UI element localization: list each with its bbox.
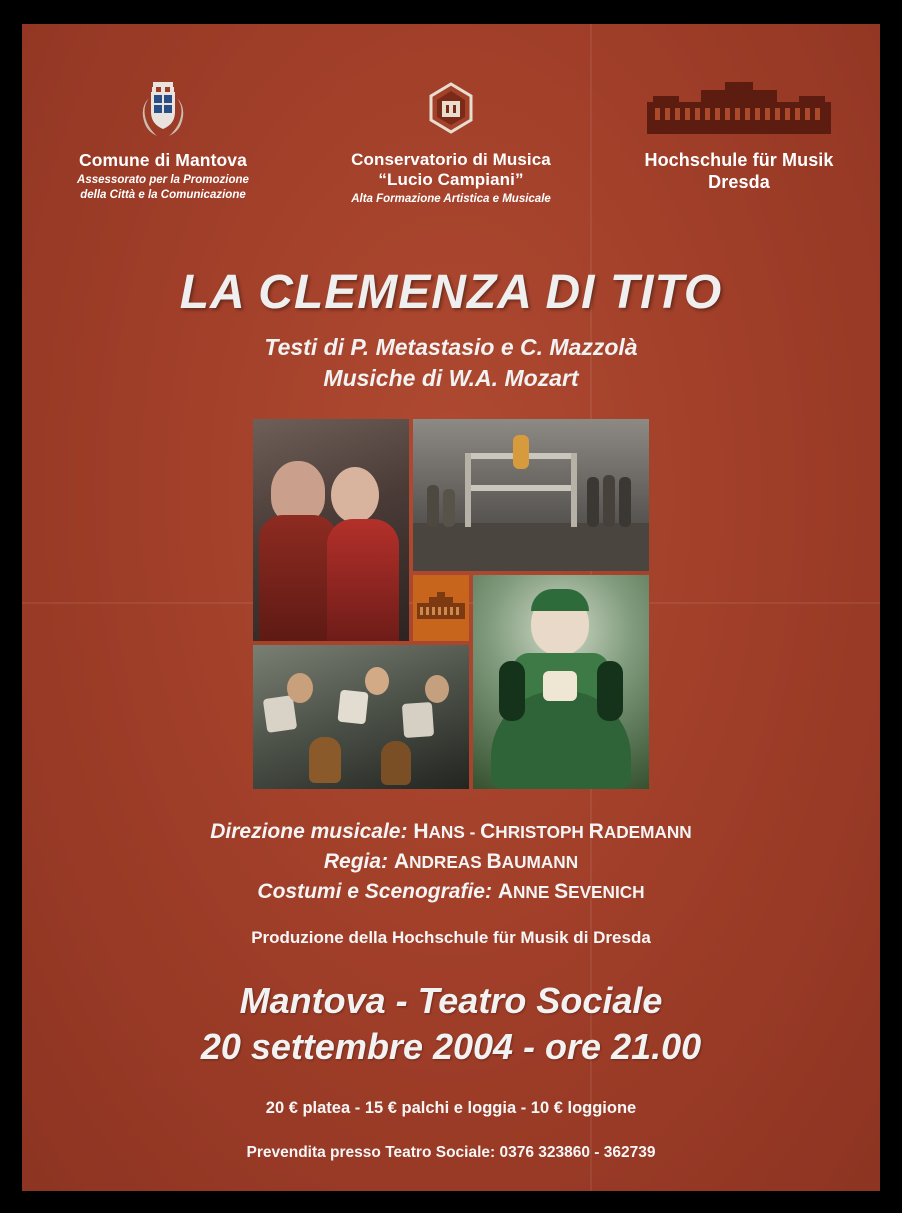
venue-block [22, 978, 880, 1069]
sponsor-conservatorio-lucio-campiani [326, 70, 576, 207]
credit-name: HANS - CHRISTOPH RADEMANN [413, 819, 692, 843]
credit-role: Costumi e Scenografie: [257, 879, 492, 903]
sponsor-comune-di-mantova [38, 70, 288, 203]
credit-role: Direzione musicale: [210, 819, 408, 843]
credit-name: ANNE SEVENICH [497, 879, 645, 903]
sponsor-title-line1: Conservatorio di Musica [351, 150, 551, 169]
credit-line [22, 847, 880, 877]
sponsor-row [22, 24, 880, 207]
sponsor-subtitle-line2: della Città e la Comunicazione [80, 189, 246, 202]
title-block [22, 265, 880, 393]
hochschule-building-icon [639, 70, 839, 142]
credit-name: ANDREAS BAUMANN [393, 849, 579, 873]
mantova-coat-of-arms-icon [125, 70, 201, 142]
venue-date-time: 20 settembre 2004 - ore 21.00 [200, 1025, 702, 1067]
photo-theatre-building-tile [413, 575, 469, 641]
photo-green-costume-figure [473, 575, 649, 789]
music-credit: Musiche di W.A. Mozart [323, 364, 579, 391]
photo-orchestra-pit [253, 645, 469, 789]
sponsor-subtitle-line1: Alta Formazione Artistica e Musicale [351, 193, 551, 206]
photo-stage-chorus [413, 419, 649, 571]
ticket-prices: 20 € platea - 15 € palchi e loggia - 10 € loggione [265, 1099, 637, 1118]
photo-two-singers-red [253, 419, 409, 641]
sponsor-title-line2: “Lucio Campiani” [378, 169, 524, 189]
presale-info: Prevendita presso Teatro Sociale: 0376 323860 - 362739 [246, 1144, 656, 1162]
sponsor-title-line1: Hochschule für Musik [644, 150, 834, 170]
credits-block [22, 817, 880, 906]
credit-line [22, 817, 880, 847]
credit-role: Regia: [323, 849, 389, 873]
photo-mosaic [253, 419, 649, 789]
sponsor-title: Comune di Mantova [79, 150, 247, 170]
poster [22, 24, 880, 1191]
libretto-credit: Testi di P. Metastasio e C. Mazzolà [264, 334, 638, 361]
venue-place: Mantova - Teatro Sociale [239, 980, 663, 1022]
conservatorio-emblem-icon [413, 70, 489, 142]
credit-line [22, 877, 880, 907]
sponsor-title-line2: Dresda [708, 171, 770, 192]
page-title: LA CLEMENZA DI TITO [179, 266, 723, 320]
sponsor-hochschule-fuer-musik-dresda [614, 70, 864, 193]
sponsor-subtitle-line1: Assessorato per la Promozione [77, 174, 249, 187]
production-note: Produzione della Hochschule für Musik di Dresda [251, 928, 651, 948]
